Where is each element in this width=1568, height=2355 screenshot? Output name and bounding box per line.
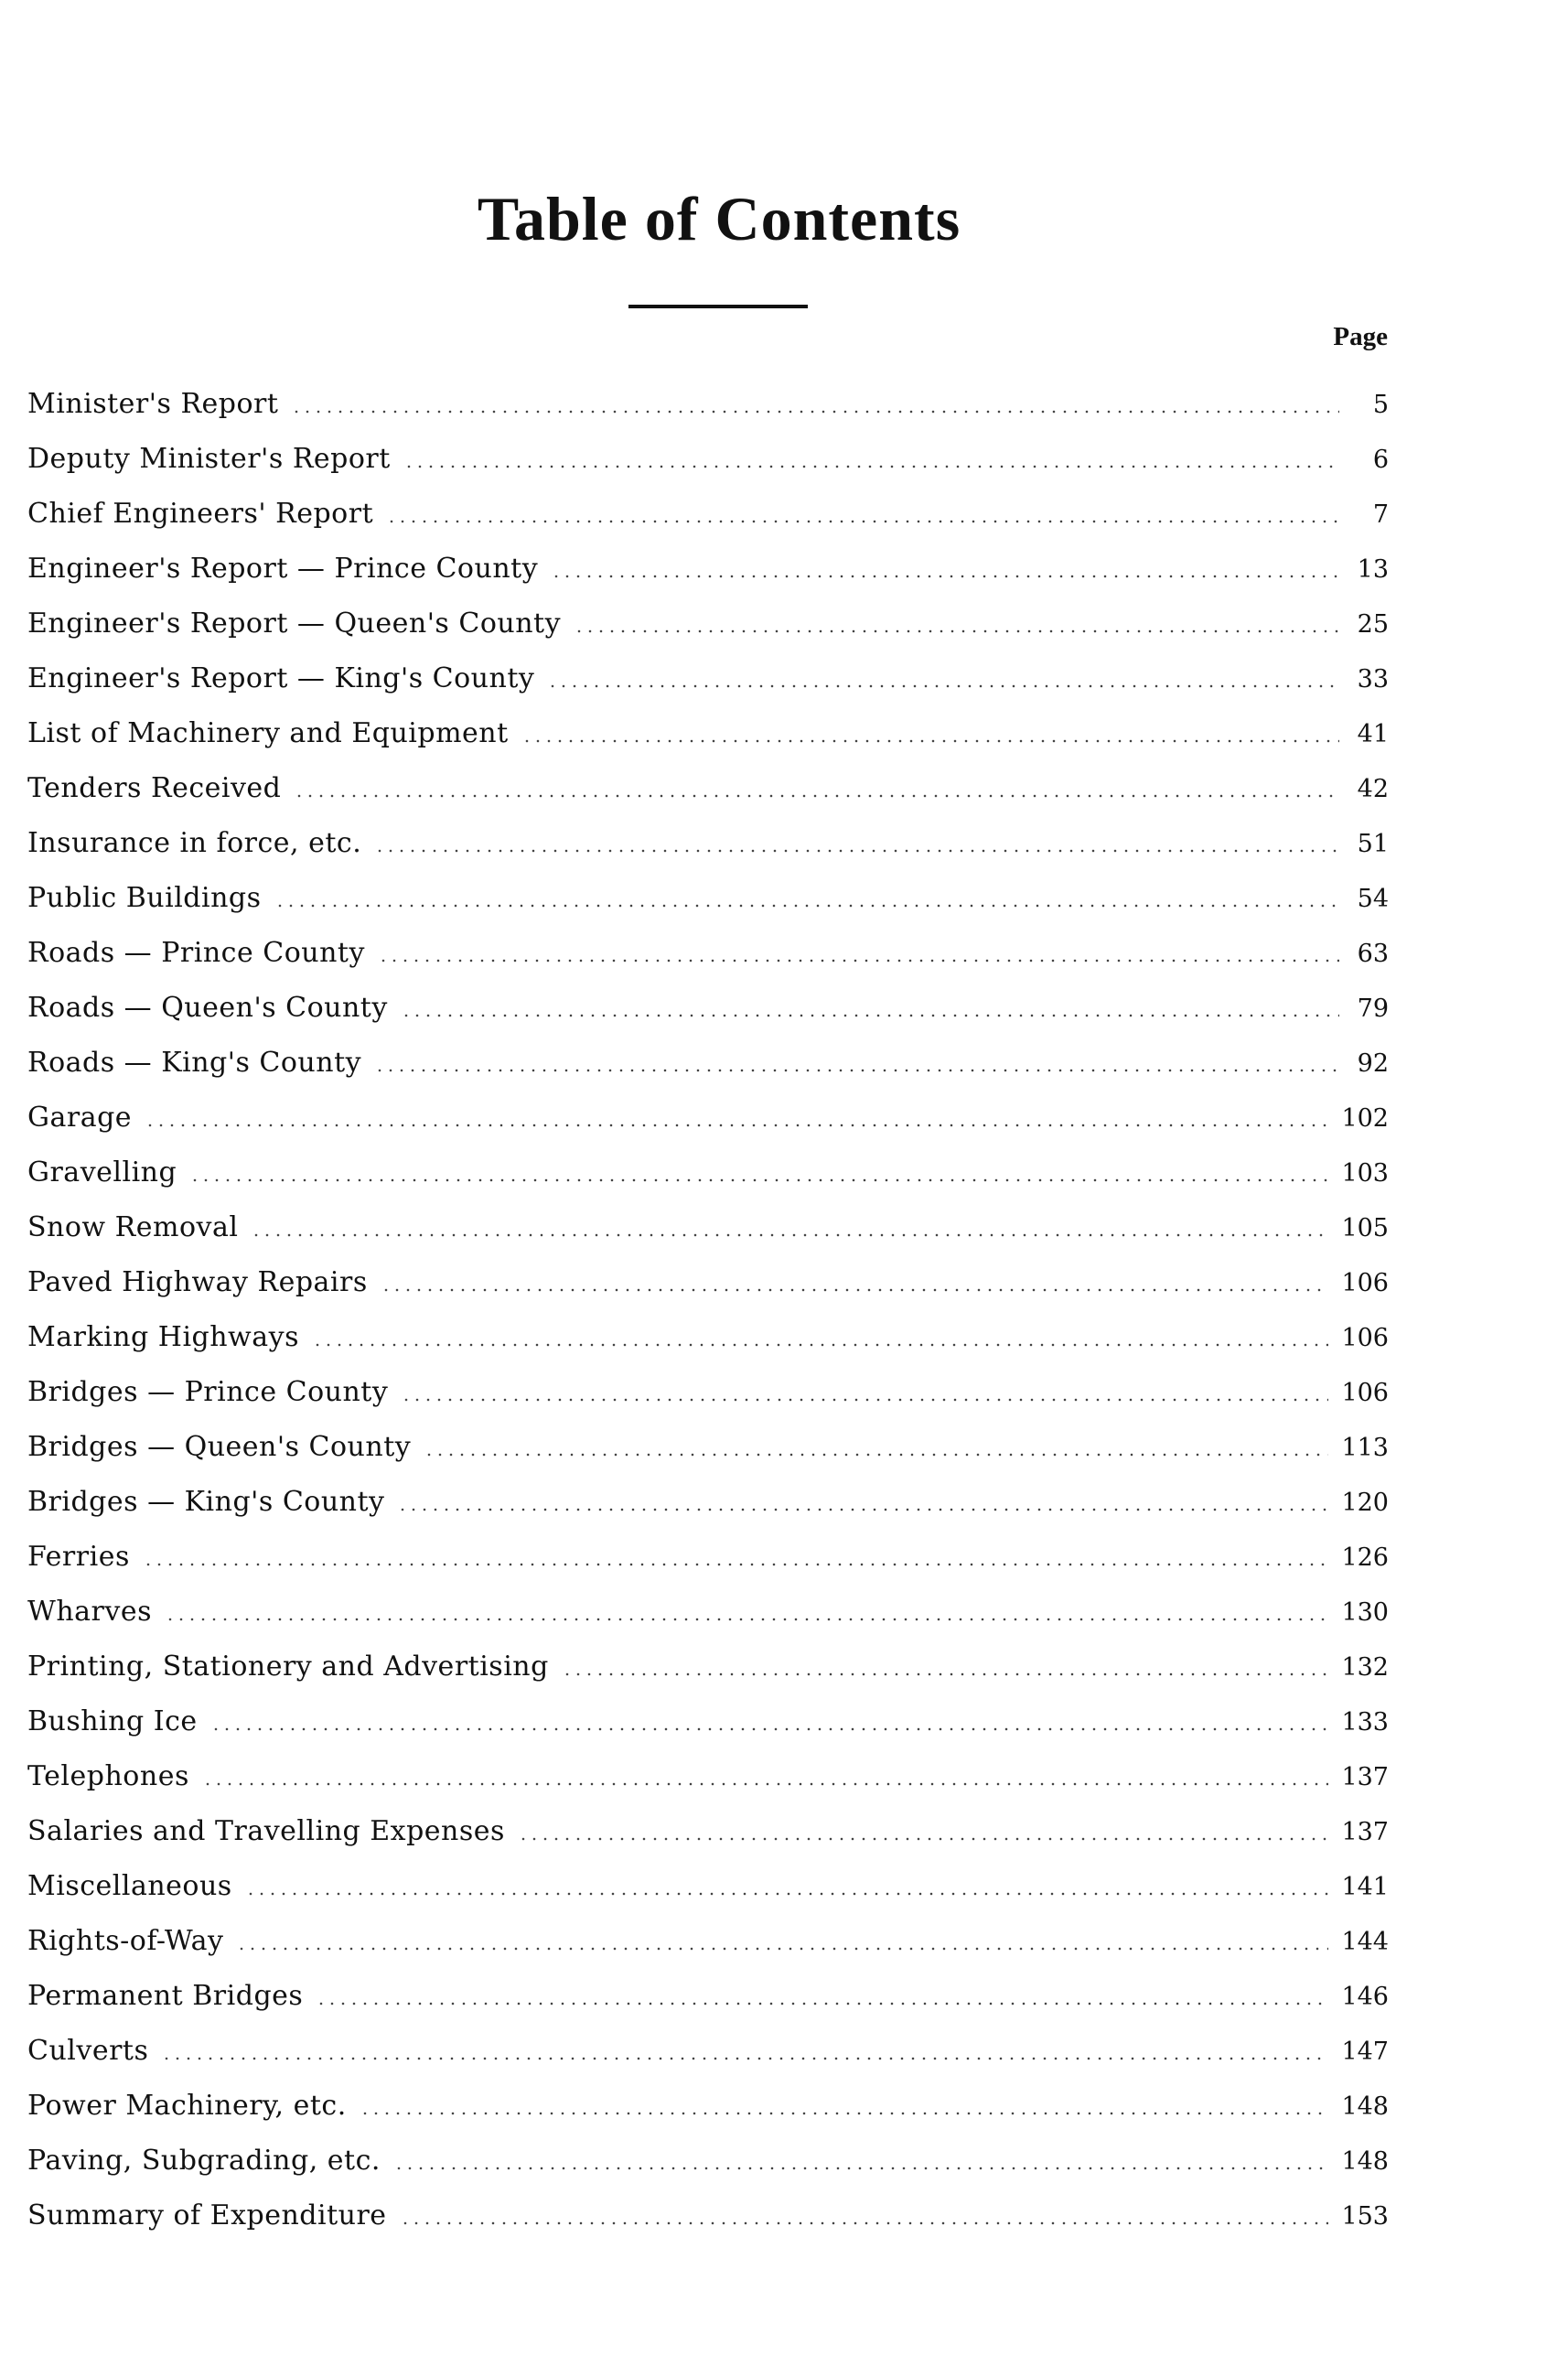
toc-entry <box>27 1475 1389 1530</box>
dot-leader <box>291 410 1339 414</box>
toc-entry-page: 126 <box>1341 1543 1389 1572</box>
dot-leader <box>143 1563 1329 1566</box>
dot-leader <box>386 520 1339 523</box>
dot-leader <box>518 1837 1329 1841</box>
dot-leader <box>393 2167 1329 2170</box>
toc-entry <box>27 2079 1389 2134</box>
toc-entry <box>27 597 1389 651</box>
toc-entry <box>27 1640 1389 1694</box>
toc-entry-page: 106 <box>1341 1379 1389 1407</box>
toc-entry-label: Public Buildings <box>27 882 262 914</box>
page-column-header: Page <box>1333 322 1388 351</box>
toc-entry-label: Chief Engineers' Report <box>27 498 374 530</box>
toc-entry-page: 51 <box>1357 830 1389 858</box>
toc-entry <box>27 1255 1389 1310</box>
dot-leader <box>374 1069 1339 1072</box>
toc-entry-page: 120 <box>1341 1489 1389 1517</box>
dot-leader <box>145 1124 1328 1127</box>
toc-entry <box>27 2024 1389 2079</box>
toc-entry <box>27 487 1389 542</box>
toc-entry-label: Miscellaneous <box>27 1870 232 1902</box>
dot-leader <box>189 1178 1328 1182</box>
toc-entry-label: Paving, Subgrading, etc. <box>27 2145 381 2177</box>
toc-entry-page: 6 <box>1372 446 1389 474</box>
dot-leader <box>210 1727 1329 1731</box>
toc-entry-label: Summary of Expenditure <box>27 2199 387 2231</box>
toc-entry-page: 153 <box>1341 2202 1389 2231</box>
toc-entry-page: 148 <box>1341 2092 1389 2121</box>
toc-entry-page: 141 <box>1341 1873 1389 1901</box>
toc-entry-label: Engineer's Report — King's County <box>27 662 535 694</box>
dot-leader <box>236 1947 1328 1951</box>
toc-entry-label: Snow Removal <box>27 1211 239 1243</box>
toc-entry-label: Bridges — Prince County <box>27 1376 389 1408</box>
dot-leader <box>165 1618 1328 1621</box>
toc-entry-label: Permanent Bridges <box>27 1980 304 2012</box>
toc-entry <box>27 1585 1389 1640</box>
page-title: Table of Contents <box>477 184 961 253</box>
toc-entry-label: Wharves <box>27 1596 152 1628</box>
toc-entry <box>27 1694 1389 1749</box>
toc-entry-label: Telephones <box>27 1760 189 1792</box>
dot-leader <box>360 2112 1329 2115</box>
toc-entry <box>27 1200 1389 1255</box>
toc-entry <box>27 1914 1389 1969</box>
toc-entry-page: 137 <box>1341 1818 1389 1846</box>
toc-entry-page: 133 <box>1341 1708 1389 1737</box>
toc-entry-label: Engineer's Report — Prince County <box>27 553 539 585</box>
dot-leader <box>378 959 1339 962</box>
toc-entry-page: 54 <box>1357 885 1389 913</box>
dot-leader <box>251 1233 1328 1237</box>
toc-entry <box>27 1749 1389 1804</box>
toc-entry-label: Paved Highway Repairs <box>27 1266 368 1298</box>
dot-leader <box>245 1892 1329 1896</box>
toc-entry-page: 5 <box>1372 391 1389 419</box>
toc-entry-page: 147 <box>1341 2038 1389 2066</box>
dot-leader <box>521 739 1339 743</box>
toc-entry <box>27 377 1389 432</box>
toc-entry-page: 63 <box>1357 940 1389 968</box>
toc-entry-page: 105 <box>1341 1214 1389 1242</box>
toc-list <box>27 377 1389 2243</box>
toc-entry-page: 146 <box>1341 1983 1389 2011</box>
toc-entry <box>27 1145 1389 1200</box>
toc-entry <box>27 871 1389 926</box>
toc-entry <box>27 1036 1389 1091</box>
toc-entry-page: 106 <box>1341 1269 1389 1297</box>
toc-entry-page: 33 <box>1357 665 1389 694</box>
toc-entry-label: Printing, Stationery and Advertising <box>27 1651 549 1683</box>
toc-entry <box>27 706 1389 761</box>
toc-entry <box>27 2134 1389 2188</box>
dot-leader <box>424 1453 1328 1457</box>
toc-entry-page: 41 <box>1357 720 1389 748</box>
toc-entry-page: 137 <box>1341 1763 1389 1791</box>
title-underline <box>628 305 808 308</box>
toc-entry <box>27 1859 1389 1914</box>
toc-entry-label: Insurance in force, etc. <box>27 827 362 859</box>
toc-entry <box>27 1804 1389 1859</box>
toc-entry-label: Power Machinery, etc. <box>27 2090 347 2122</box>
toc-entry-page: 25 <box>1357 610 1389 639</box>
toc-entry <box>27 1310 1389 1365</box>
toc-entry-label: Garage <box>27 1102 133 1134</box>
toc-entry-page: 113 <box>1341 1434 1389 1462</box>
dot-leader <box>401 1398 1328 1402</box>
dot-leader <box>574 629 1339 633</box>
dot-leader <box>547 684 1339 688</box>
toc-entry <box>27 926 1389 981</box>
toc-entry <box>27 651 1389 706</box>
toc-entry <box>27 1530 1389 1585</box>
dot-leader <box>401 1014 1339 1017</box>
toc-entry-label: Engineer's Report — Queen's County <box>27 608 562 640</box>
toc-entry-page: 106 <box>1341 1324 1389 1352</box>
toc-entry-label: Roads — King's County <box>27 1047 362 1079</box>
toc-entry-page: 7 <box>1372 500 1389 529</box>
toc-entry <box>27 761 1389 816</box>
dot-leader <box>274 904 1339 908</box>
toc-entry-page: 42 <box>1357 775 1389 803</box>
toc-entry-label: Marking Highways <box>27 1321 299 1353</box>
toc-entry-page: 92 <box>1357 1049 1389 1078</box>
toc-entry <box>27 432 1389 487</box>
toc-entry-label: List of Machinery and Equipment <box>27 717 509 749</box>
dot-leader <box>202 1782 1329 1786</box>
toc-entry-label: Ferries <box>27 1541 130 1573</box>
toc-entry-page: 144 <box>1341 1928 1389 1956</box>
toc-entry-label: Roads — Queen's County <box>27 992 388 1024</box>
toc-entry <box>27 1969 1389 2024</box>
toc-entry <box>27 816 1389 871</box>
dot-leader <box>381 1288 1329 1292</box>
toc-entry <box>27 1365 1389 1420</box>
toc-entry <box>27 2188 1389 2243</box>
dot-leader <box>312 1343 1328 1347</box>
toc-entry-page: 103 <box>1341 1159 1389 1188</box>
toc-entry-page: 148 <box>1341 2147 1389 2176</box>
dot-leader <box>316 2002 1328 2006</box>
toc-entry-page: 130 <box>1341 1598 1389 1627</box>
toc-entry-label: Rights-of-Way <box>27 1925 224 1957</box>
toc-entry <box>27 981 1389 1036</box>
toc-entry-page: 79 <box>1357 995 1389 1023</box>
dot-leader <box>400 2221 1329 2225</box>
dot-leader <box>397 1508 1328 1511</box>
dot-leader <box>403 465 1339 468</box>
toc-entry-label: Bridges — Queen's County <box>27 1431 412 1463</box>
dot-leader <box>374 849 1339 853</box>
toc-entry-label: Gravelling <box>27 1156 177 1188</box>
dot-leader <box>294 794 1339 798</box>
toc-entry-page: 13 <box>1357 555 1389 584</box>
dot-leader <box>562 1672 1329 1676</box>
toc-entry-page: 102 <box>1341 1104 1389 1133</box>
toc-entry-label: Culverts <box>27 2035 149 2067</box>
toc-entry-page: 132 <box>1341 1653 1389 1682</box>
toc-entry-label: Minister's Report <box>27 388 279 420</box>
dot-leader <box>551 575 1339 578</box>
toc-entry-label: Roads — Prince County <box>27 937 365 969</box>
toc-entry-label: Salaries and Travelling Expenses <box>27 1815 505 1847</box>
dot-leader <box>161 2057 1328 2060</box>
toc-entry-label: Deputy Minister's Report <box>27 443 391 475</box>
toc-entry-label: Bridges — King's County <box>27 1486 385 1518</box>
toc-entry-label: Tenders Received <box>27 772 282 804</box>
toc-entry <box>27 1091 1389 1145</box>
toc-entry <box>27 1420 1389 1475</box>
toc-entry <box>27 542 1389 597</box>
toc-entry-label: Bushing Ice <box>27 1705 198 1737</box>
